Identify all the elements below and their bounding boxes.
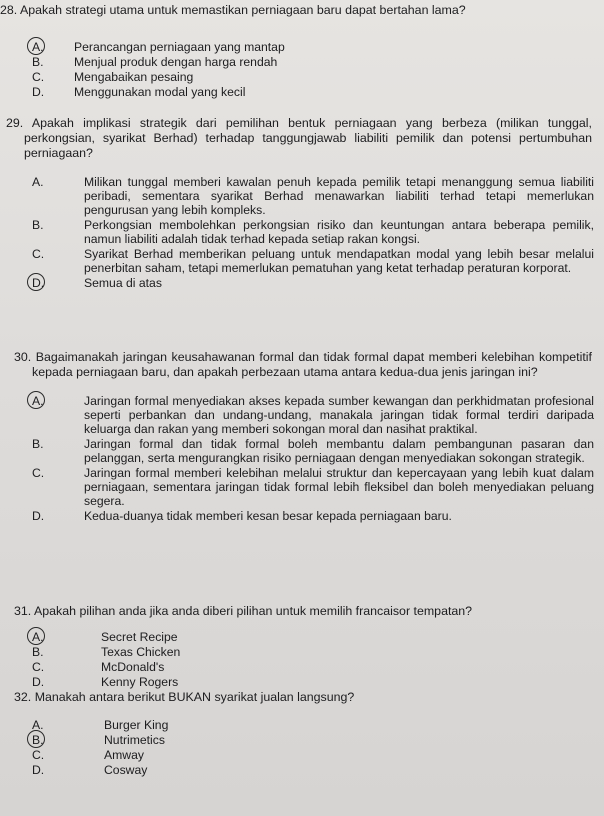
- question-29: [6, 116, 598, 290]
- option-b[interactable]: [32, 733, 598, 747]
- option-text: Jaringan formal memberi kelebihan melalui struktur dan kepercayaan yang lebih kuat dalam perniagaan, sementara jaringan tidak formal lebih fleksibel dan boleh menyediakan peluang segera.: [84, 466, 594, 508]
- option-label: C.: [32, 660, 45, 674]
- question-number: 32.: [14, 690, 32, 704]
- option-text: Perancangan perniagaan yang mantap: [74, 40, 285, 54]
- option-label: B.: [32, 218, 44, 232]
- question-number: 29.: [6, 116, 24, 130]
- option-a[interactable]: [32, 40, 598, 54]
- question-32: [6, 690, 598, 777]
- option-label: A.: [32, 394, 44, 408]
- option-label: B.: [32, 55, 44, 69]
- option-text: Menjual produk dengan harga rendah: [74, 55, 278, 69]
- option-b[interactable]: [32, 645, 598, 659]
- question-text: [0, 3, 598, 18]
- question-28: [0, 3, 598, 99]
- option-label: C.: [32, 748, 45, 762]
- option-label: A.: [32, 40, 44, 54]
- option-text: Burger King: [104, 718, 169, 732]
- option-d[interactable]: [32, 509, 594, 523]
- option-label: A.: [32, 175, 44, 189]
- option-label: D.: [32, 85, 45, 99]
- question-stem: Bagaimanakah jaringan keusahawanan formal dan tidak formal dapat memberi kelebihan kompetitif kepada perniagaan baru, dan apakah perbezaan utama antara kedua-dua jenis jaringan ini?: [32, 350, 592, 379]
- option-label: D.: [32, 675, 45, 689]
- option-a[interactable]: [32, 175, 594, 217]
- option-text: Cosway: [104, 763, 148, 777]
- question-text: [6, 350, 598, 380]
- option-text: Syarikat Berhad memberikan peluang untuk mendapatkan modal yang lebih besar melalui penerbitan saham, tetapi memerlukan pematuhan yang ketat terhadap peraturan korporat.: [84, 247, 594, 275]
- question-text: [6, 116, 598, 161]
- option-label: D.: [32, 763, 45, 777]
- option-text: Milikan tunggal memberi kawalan penuh kepada pemilik tetapi menanggung semua liabiliti peribadi, sementara syarikat Berhad menawarkan liabiliti terhad tetapi memerlukan pengurusan yang lebih kompleks.: [84, 175, 594, 217]
- question-stem: Apakah strategi utama untuk memastikan perniagaan baru dapat bertahan lama?: [20, 3, 466, 17]
- option-label: A.: [32, 630, 44, 644]
- option-text: Menggunakan modal yang kecil: [74, 85, 246, 99]
- option-label: B.: [32, 645, 44, 659]
- option-label: B.: [32, 733, 44, 747]
- option-text: Jaringan formal dan tidak formal boleh membantu dalam pembangunan pasaran dan pelanggan, serta mengurangkan risiko perniagaan dengan menyediakan sokongan strategik.: [84, 437, 594, 465]
- question-31: [6, 604, 598, 689]
- option-label: D.: [32, 509, 45, 523]
- question-stem: Apakah pilihan anda jika anda diberi pilihan untuk memilih francaisor tempatan?: [34, 604, 473, 618]
- option-text: Jaringan formal menyediakan akses kepada sumber kewangan dan perkhidmatan profesional seperti perbankan dan undang-undang, manakala jaringan tidak formal terdiri daripada keluarga dan rakan yang memberi sokongan moral dan nasihat praktikal.: [84, 394, 594, 436]
- option-text: Perkongsian membolehkan perkongsian risiko dan keuntungan antara beberapa pemilik, namun liabiliti adalah tidak terhad kepada setiap rakan kongsi.: [84, 218, 594, 246]
- option-text: Secret Recipe: [101, 630, 178, 644]
- option-text: Kenny Rogers: [101, 675, 179, 689]
- option-text: Semua di atas: [84, 276, 162, 290]
- question-stem: Manakah antara berikut BUKAN syarikat jualan langsung?: [34, 690, 355, 704]
- option-a[interactable]: [32, 394, 594, 436]
- option-c[interactable]: [32, 660, 598, 674]
- option-label: C.: [32, 466, 45, 480]
- question-number: 31.: [14, 604, 32, 618]
- question-text: [6, 604, 598, 619]
- option-label: C.: [32, 70, 45, 84]
- option-c[interactable]: [32, 70, 598, 84]
- option-a[interactable]: [32, 718, 598, 732]
- option-text: Mengabaikan pesaing: [74, 70, 194, 84]
- question-stem: Apakah implikasi strategik dari pemilihan bentuk perniagaan yang berbeza (milikan tunggal, perkongsian, syarikat Berhad) terhadap tanggungjawab liabiliti pemilik dan potensi pertumbuhan perniagaan?: [24, 116, 592, 160]
- option-d[interactable]: [32, 276, 594, 290]
- option-c[interactable]: [32, 748, 598, 762]
- question-number: 30.: [14, 350, 32, 364]
- option-text: McDonald's: [101, 660, 165, 674]
- option-d[interactable]: [32, 675, 598, 689]
- option-a[interactable]: [32, 630, 598, 644]
- option-label: C.: [32, 247, 45, 261]
- option-text: Texas Chicken: [101, 645, 181, 659]
- option-text: Amway: [104, 748, 144, 762]
- option-label: D.: [32, 276, 45, 290]
- option-b[interactable]: [32, 218, 594, 246]
- option-d[interactable]: [32, 85, 598, 99]
- option-text: Kedua-duanya tidak memberi kesan besar kepada perniagaan baru.: [84, 509, 452, 523]
- option-label: A.: [32, 718, 44, 732]
- option-label: B.: [32, 437, 44, 451]
- option-b[interactable]: [32, 437, 594, 465]
- question-text: [6, 690, 598, 705]
- option-c[interactable]: [32, 466, 594, 508]
- option-b[interactable]: [32, 55, 598, 69]
- option-d[interactable]: [32, 763, 598, 777]
- option-text: Nutrimetics: [104, 733, 165, 747]
- question-number: 28.: [0, 3, 18, 17]
- option-c[interactable]: [32, 247, 594, 275]
- question-30: [6, 350, 598, 523]
